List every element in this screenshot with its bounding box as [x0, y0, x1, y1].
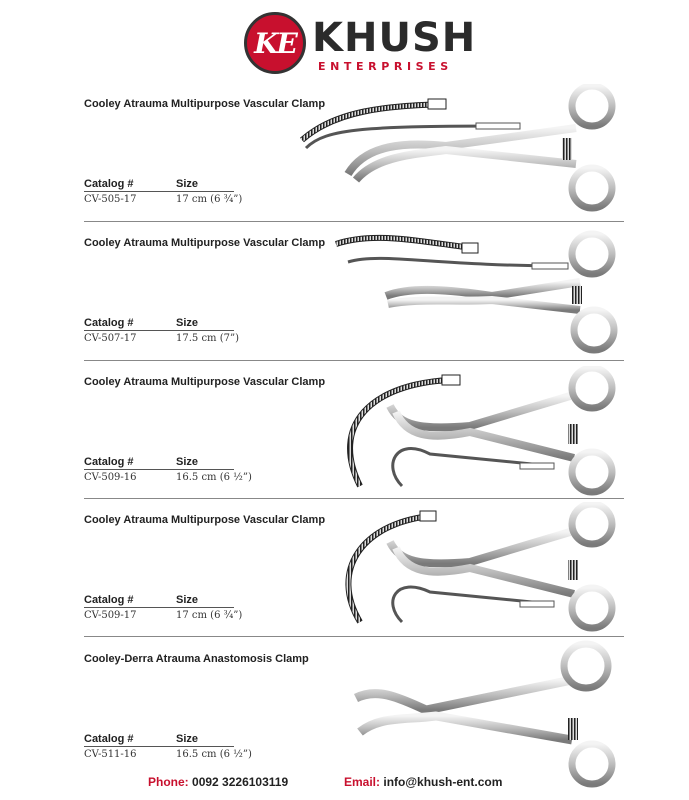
footer-email [344, 775, 502, 789]
logo-monogram: KE [254, 27, 296, 60]
spec-rule [84, 469, 234, 470]
phone-label: Phone: [148, 775, 189, 789]
size-header: Size [176, 594, 199, 606]
size-value: 16.5 cm (6 ½”) [176, 749, 252, 760]
size-header: Size [176, 178, 199, 190]
clamp-illustration-1 [296, 84, 636, 216]
email-label: Email: [344, 775, 381, 789]
spec-rule [84, 191, 234, 192]
email-address[interactable]: info@khush-ent.com [383, 775, 503, 789]
catalog-header: Catalog # [84, 594, 134, 606]
catalog-number: CV-507-17 [84, 333, 137, 344]
clamp-illustration-5 [346, 640, 636, 790]
catalog-header: Catalog # [84, 733, 134, 745]
product-title: Cooley Atrauma Multipurpose Vascular Clamp [84, 237, 326, 249]
catalog-number: CV-509-17 [84, 610, 137, 621]
section-divider [84, 636, 624, 637]
size-value: 16.5 cm (6 ½”) [176, 472, 252, 483]
brand-logo [244, 12, 477, 78]
clamp-illustration-4 [330, 502, 630, 634]
clamp-illustration-3 [330, 366, 630, 498]
catalog-header: Catalog # [84, 456, 134, 468]
logo-emblem [244, 12, 306, 74]
catalog-header: Catalog # [84, 178, 134, 190]
spec-rule [84, 607, 234, 608]
section-divider [84, 498, 624, 499]
catalog-number: CV-511-16 [84, 749, 137, 760]
brand-name: KHUSH [312, 15, 477, 61]
product-title: Cooley Atrauma Multipurpose Vascular Clamp [84, 514, 326, 526]
size-header: Size [176, 733, 199, 745]
spec-rule [84, 746, 234, 747]
phone-number[interactable]: 0092 3226103119 [192, 775, 289, 789]
product-title: Cooley Atrauma Multipurpose Vascular Clamp [84, 98, 326, 110]
catalog-header: Catalog # [84, 317, 134, 329]
size-value: 17 cm (6 ¾”) [176, 610, 243, 621]
product-title: Cooley-Derra Atrauma Anastomosis Clamp [84, 653, 309, 665]
section-divider [84, 221, 624, 222]
catalog-number: CV-509-16 [84, 472, 137, 483]
size-value: 17 cm (6 ¾”) [176, 194, 243, 205]
size-header: Size [176, 456, 199, 468]
section-divider [84, 360, 624, 361]
brand-tagline: ENTERPRISES [318, 60, 453, 73]
size-value: 17.5 cm (7”) [176, 333, 239, 344]
product-title: Cooley Atrauma Multipurpose Vascular Clamp [84, 376, 326, 388]
clamp-illustration-2 [332, 226, 632, 356]
size-header: Size [176, 317, 199, 329]
spec-rule [84, 330, 234, 331]
catalog-number: CV-505-17 [84, 194, 137, 205]
footer-phone [148, 775, 288, 789]
